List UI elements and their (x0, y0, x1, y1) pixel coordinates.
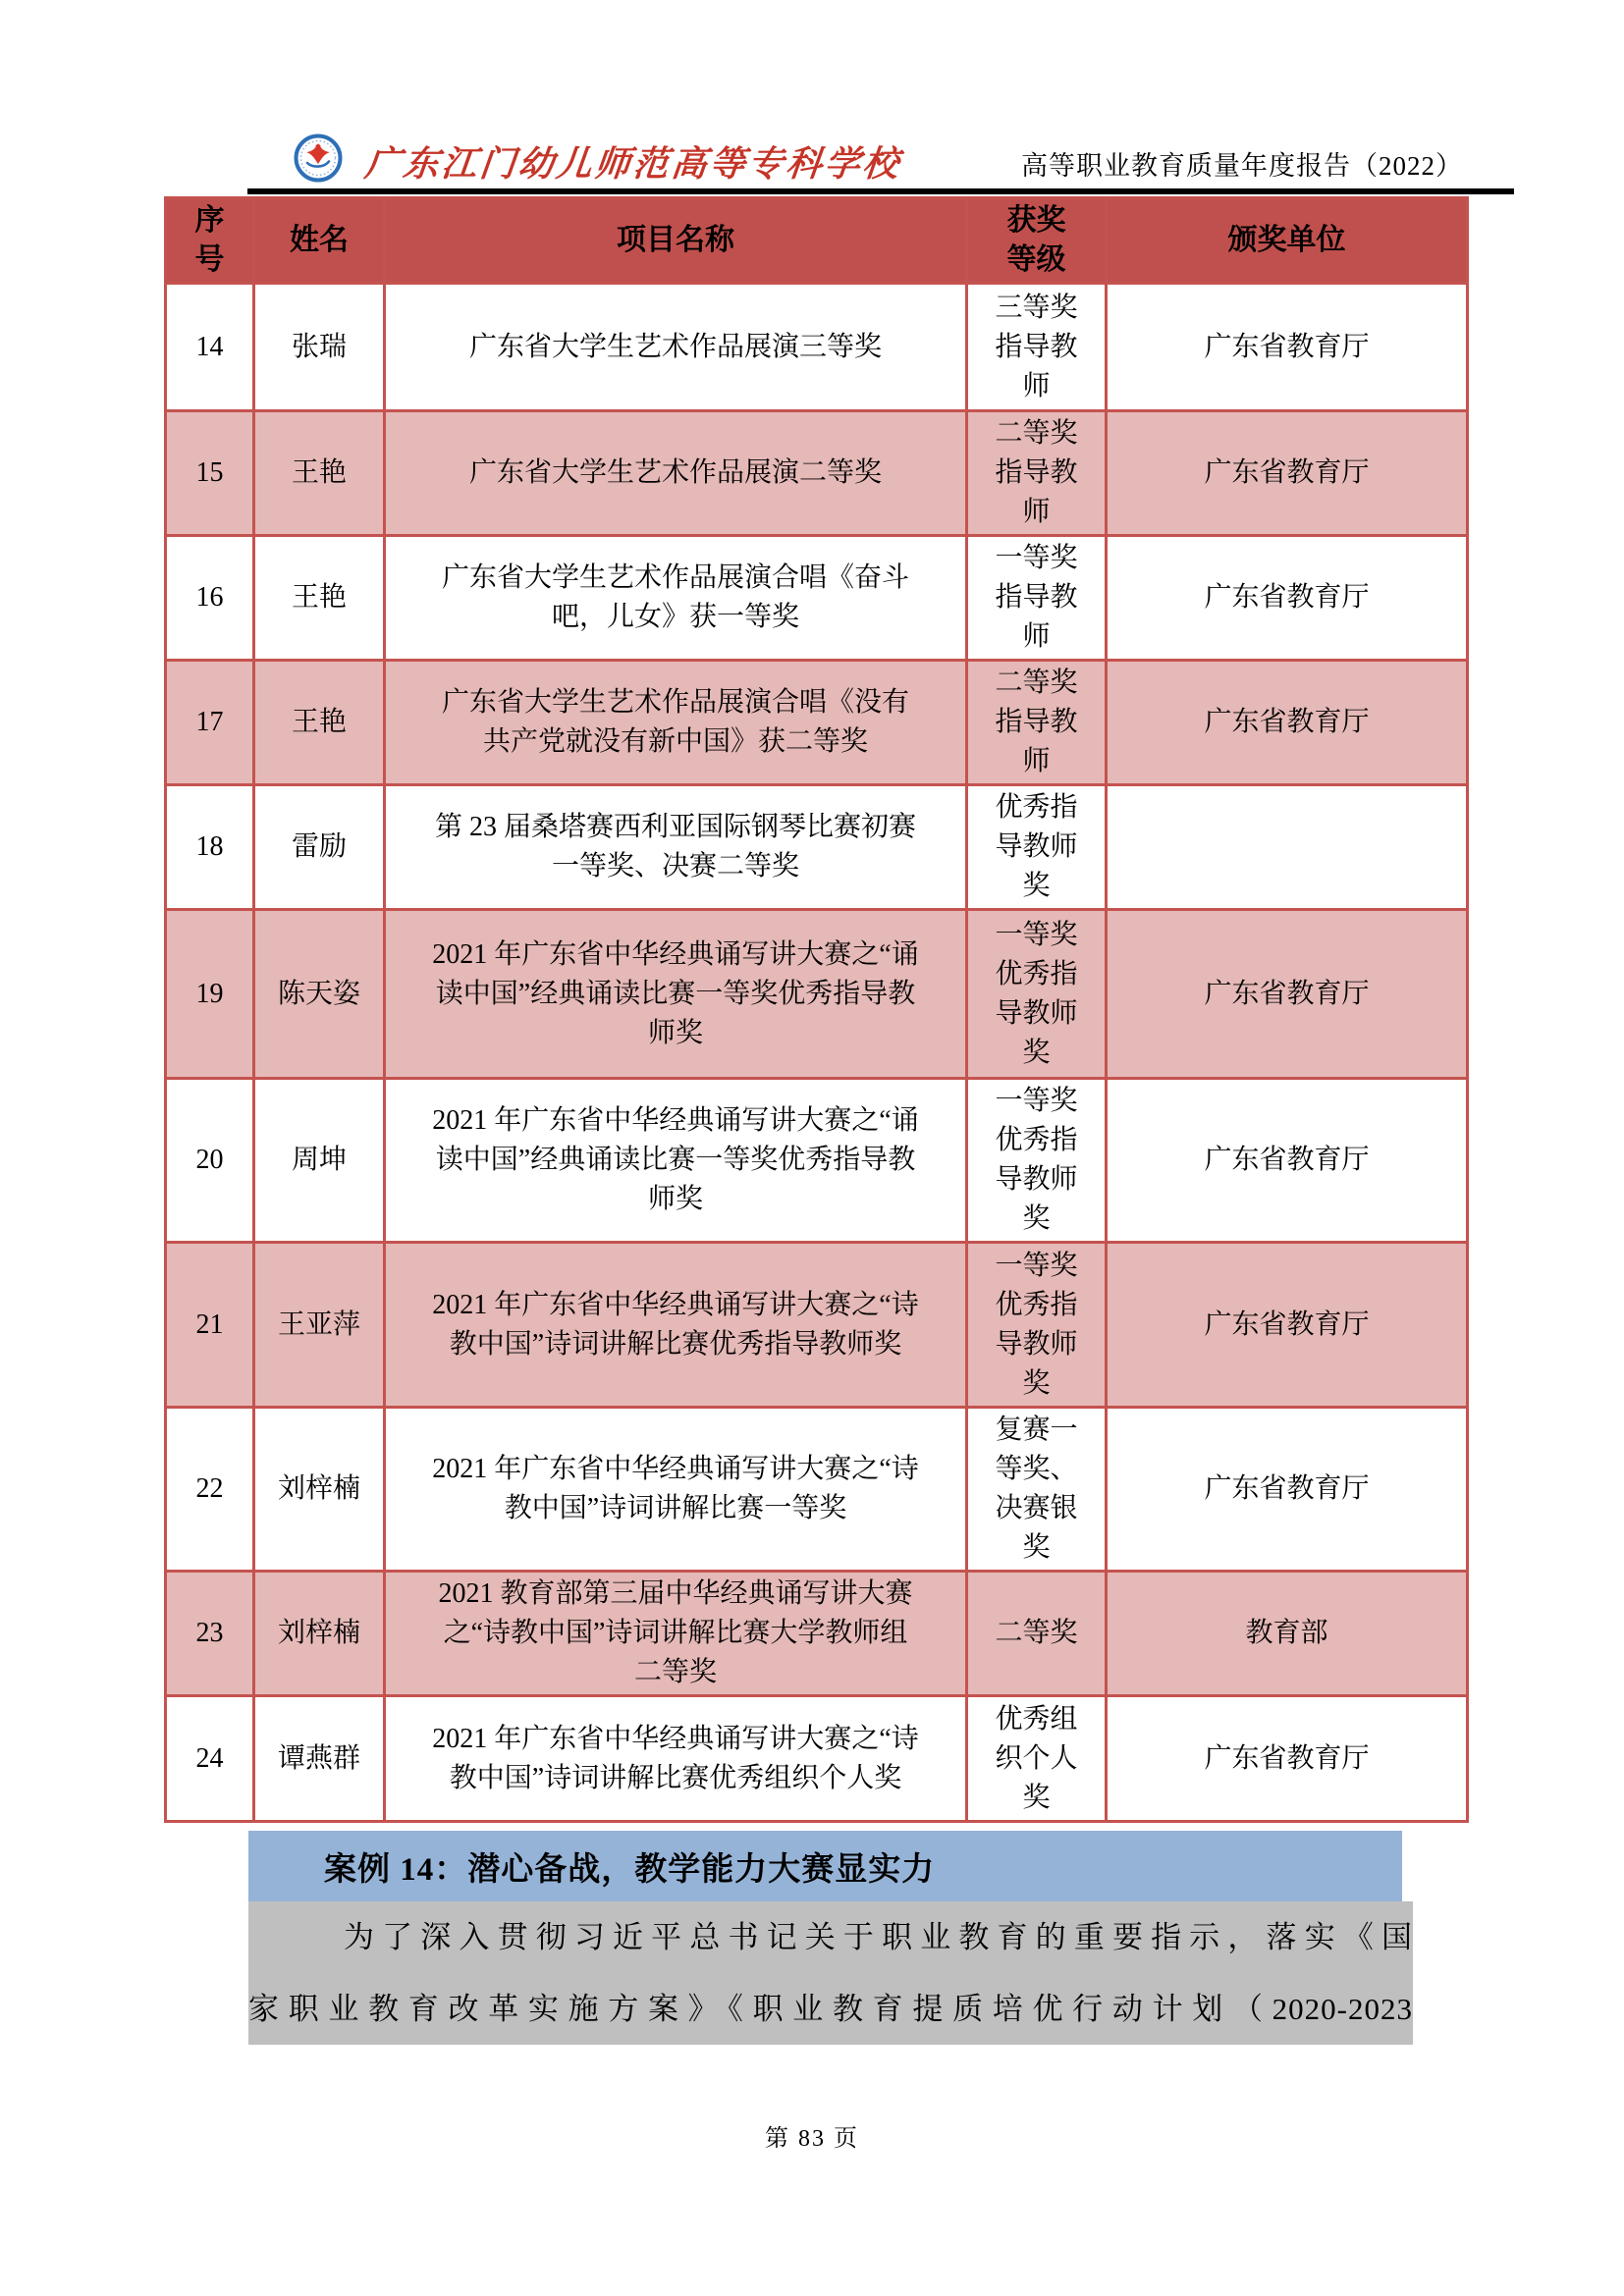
cell-award-level: 一等奖优秀指导教师奖 (967, 1079, 1107, 1243)
cell-award-org: 广东省教育厅 (1107, 1408, 1468, 1572)
cell-serial-number: 24 (166, 1696, 254, 1822)
cell-serial-number: 18 (166, 785, 254, 910)
cell-teacher-name: 周坤 (254, 1079, 385, 1243)
cell-award-org: 广东省教育厅 (1107, 661, 1468, 785)
cell-award-org: 广东省教育厅 (1107, 1079, 1468, 1243)
cell-project-name: 2021 年广东省中华经典诵写讲大赛之“诗教中国”诗词讲解比赛一等奖 (385, 1408, 967, 1572)
cell-project-name: 2021 教育部第三届中华经典诵写讲大赛之“诗教中国”诗词讲解比赛大学教师组二等奖 (385, 1572, 967, 1696)
cell-award-org: 教育部 (1107, 1572, 1468, 1696)
cell-award-level: 复赛一等奖、决赛银奖 (967, 1408, 1107, 1572)
cell-serial-number: 15 (166, 411, 254, 536)
table-row (166, 785, 1468, 910)
table-row (166, 411, 1468, 536)
cell-project-name: 广东省大学生艺术作品展演合唱《没有共产党就没有新中国》获二等奖 (385, 661, 967, 785)
report-title: 高等职业教育质量年度报告（2022） (1021, 151, 1463, 181)
cell-project-name: 2021 年广东省中华经典诵写讲大赛之“诵读中国”经典诵读比赛一等奖优秀指导教师奖 (385, 1079, 967, 1243)
table-row (166, 284, 1468, 411)
table-row (166, 910, 1468, 1079)
cell-award-level: 二等奖 (967, 1572, 1107, 1696)
cell-teacher-name: 王亚萍 (254, 1243, 385, 1408)
cell-award-org: 广东省教育厅 (1107, 1696, 1468, 1822)
header-cell-org: 颁奖单位 (1107, 198, 1468, 284)
cell-serial-number: 22 (166, 1408, 254, 1572)
page-number: 第 83 页 (765, 2126, 859, 2152)
table-row (166, 1408, 1468, 1572)
cell-serial-number: 23 (166, 1572, 254, 1696)
case-banner (248, 1831, 1402, 1901)
cell-teacher-name: 陈天姿 (254, 910, 385, 1079)
cell-teacher-name: 谭燕群 (254, 1696, 385, 1822)
cell-teacher-name: 王艳 (254, 661, 385, 785)
cell-award-org: 广东省教育厅 (1107, 536, 1468, 661)
table-row (166, 1079, 1468, 1243)
cell-award-org: 广东省教育厅 (1107, 910, 1468, 1079)
cell-teacher-name: 王艳 (254, 411, 385, 536)
highlighted-paragraph (248, 1901, 1413, 2045)
cell-award-org: 广东省教育厅 (1107, 284, 1468, 411)
cell-award-level: 一等奖优秀指导教师奖 (967, 910, 1107, 1079)
table-row (166, 1696, 1468, 1822)
table-row (166, 1572, 1468, 1696)
cell-project-name: 广东省大学生艺术作品展演合唱《奋斗吧，儿女》获一等奖 (385, 536, 967, 661)
cell-award-level: 二等奖指导教师 (967, 411, 1107, 536)
cell-project-name: 第 23 届桑塔赛西利亚国际钢琴比赛初赛一等奖、决赛二等奖 (385, 785, 967, 910)
cell-serial-number: 20 (166, 1079, 254, 1243)
table-row (166, 536, 1468, 661)
cell-teacher-name: 雷励 (254, 785, 385, 910)
table-header-row (166, 198, 1468, 284)
cell-serial-number: 14 (166, 284, 254, 411)
cell-project-name: 广东省大学生艺术作品展演二等奖 (385, 411, 967, 536)
cell-serial-number: 19 (166, 910, 254, 1079)
cell-award-level: 一等奖优秀指导教师奖 (967, 1243, 1107, 1408)
cell-award-org: 广东省教育厅 (1107, 1243, 1468, 1408)
header-cell-project: 项目名称 (385, 198, 967, 284)
header-cell-name: 姓名 (254, 198, 385, 284)
cell-project-name: 2021 年广东省中华经典诵写讲大赛之“诵读中国”经典诵读比赛一等奖优秀指导教师奖 (385, 910, 967, 1079)
cell-teacher-name: 张瑞 (254, 284, 385, 411)
cell-award-org (1107, 785, 1468, 910)
table-row (166, 1243, 1468, 1408)
cell-award-level: 一等奖指导教师 (967, 536, 1107, 661)
header-cell-no: 序号 (166, 198, 254, 284)
cell-award-level: 优秀组织个人奖 (967, 1696, 1107, 1822)
cell-serial-number: 21 (166, 1243, 254, 1408)
school-logo-icon (294, 133, 343, 183)
header-divider (247, 188, 1514, 194)
cell-award-level: 优秀指导教师奖 (967, 785, 1107, 910)
cell-project-name: 2021 年广东省中华经典诵写讲大赛之“诗教中国”诗词讲解比赛优秀指导教师奖 (385, 1243, 967, 1408)
header-cell-award: 获奖等级 (967, 198, 1107, 284)
awards-table-body (166, 284, 1468, 1822)
cell-project-name: 2021 年广东省中华经典诵写讲大赛之“诗教中国”诗词讲解比赛优秀组织个人奖 (385, 1696, 967, 1822)
cell-teacher-name: 刘梓楠 (254, 1572, 385, 1696)
awards-table (164, 196, 1466, 1823)
cell-award-org: 广东省教育厅 (1107, 411, 1468, 536)
paragraph-line: 为了深入贯彻习近平总书记关于职业教育的重要指示，落实《国 (344, 1920, 1413, 1954)
cell-teacher-name: 王艳 (254, 536, 385, 661)
cell-serial-number: 17 (166, 661, 254, 785)
cell-project-name: 广东省大学生艺术作品展演三等奖 (385, 284, 967, 411)
school-name: 广东江门幼儿师范高等专科学校 (362, 144, 903, 184)
table-row (166, 661, 1468, 785)
cell-award-level: 三等奖指导教师 (967, 284, 1107, 411)
case-title: 案例 14：潜心备战，教学能力大赛显实力 (324, 1851, 936, 1888)
cell-award-level: 二等奖指导教师 (967, 661, 1107, 785)
cell-teacher-name: 刘梓楠 (254, 1408, 385, 1572)
paragraph-line: 家职业教育改革实施方案》《职业教育提质培优行动计划（2020-2023 (248, 1992, 1413, 2026)
cell-serial-number: 16 (166, 536, 254, 661)
